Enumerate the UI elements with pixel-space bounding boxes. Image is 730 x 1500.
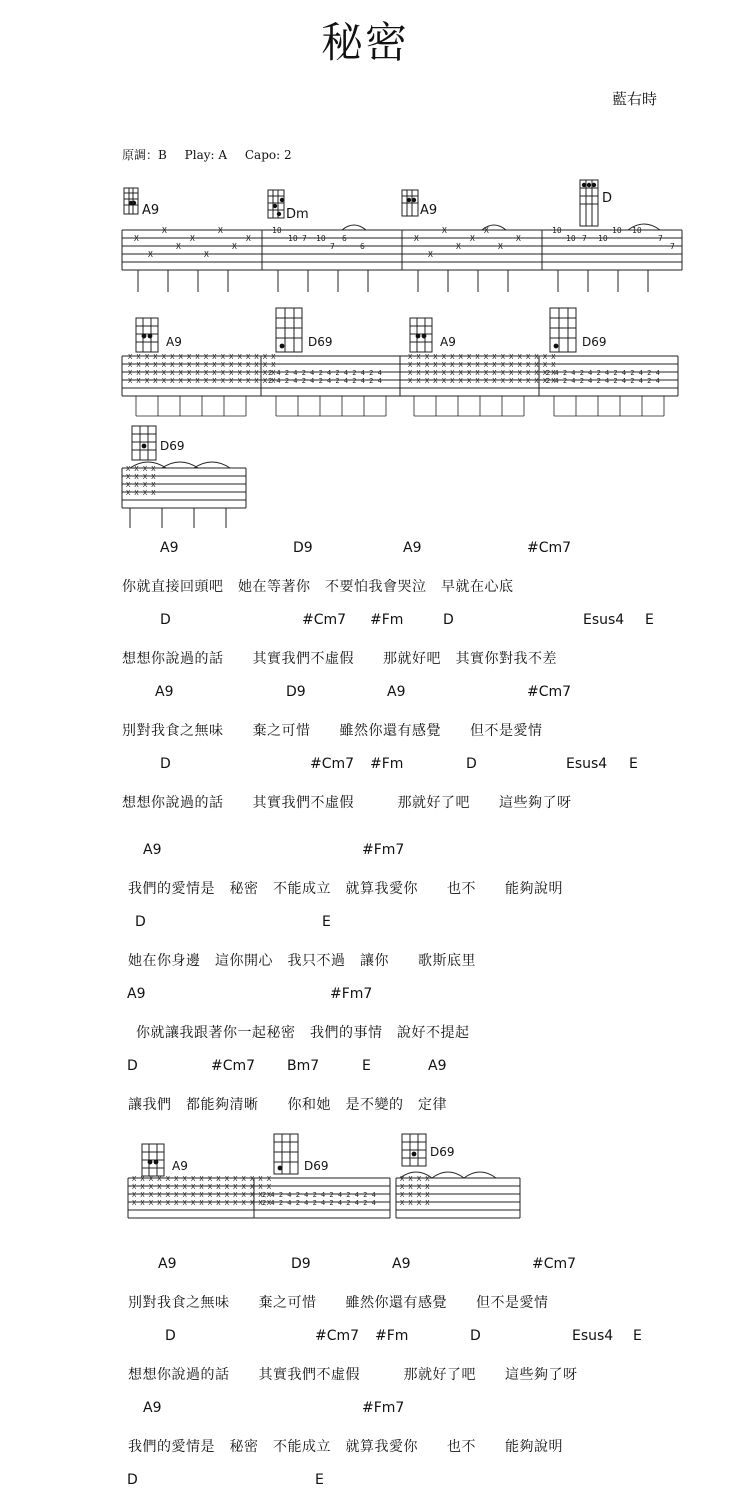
tab-chord-label: D69 xyxy=(308,335,333,349)
chord-symbol: D xyxy=(466,756,477,772)
chord-symbol: A9 xyxy=(160,540,179,556)
svg-text:10: 10 xyxy=(598,234,608,243)
chord-symbol: A9 xyxy=(155,684,174,700)
tab-chord-label: A9 xyxy=(166,335,182,349)
chord-line xyxy=(0,1400,730,1420)
svg-text:X: X xyxy=(516,234,521,243)
svg-text:X: X xyxy=(232,242,237,251)
svg-text:X: X xyxy=(414,234,419,243)
chord-symbol: A9 xyxy=(403,540,422,556)
tab-chord-label: D69 xyxy=(160,439,185,453)
chord-line xyxy=(0,684,730,704)
chord-line xyxy=(0,1472,730,1492)
chord-symbol: #Fm7 xyxy=(362,1400,405,1416)
chord-symbol: #Cm7 xyxy=(211,1058,256,1074)
chord-line xyxy=(0,1328,730,1348)
chord-symbol: E xyxy=(633,1328,642,1344)
chord-symbol: Esus4 xyxy=(566,756,608,772)
chord-symbol: E xyxy=(315,1472,324,1488)
tab-chord-label: A9 xyxy=(172,1159,188,1173)
artist-name: 藍右時 xyxy=(612,90,658,108)
chord-symbol: D xyxy=(160,756,171,772)
chord-symbol: Esus4 xyxy=(583,612,625,628)
svg-text:X X X X: X X X X xyxy=(126,489,156,497)
chord-line xyxy=(0,1058,730,1078)
svg-text:10: 10 xyxy=(552,226,562,235)
chord-symbol: A9 xyxy=(158,1256,177,1272)
chord-symbol: #Fm7 xyxy=(362,842,405,858)
chord-line xyxy=(0,842,730,862)
song-title: 秘密 xyxy=(320,18,409,67)
chord-line xyxy=(0,612,730,632)
chord-symbol: D9 xyxy=(293,540,313,556)
chord-symbol: D xyxy=(127,1058,138,1074)
chord-symbol: E xyxy=(645,612,654,628)
svg-text:X X X X: X X X X xyxy=(126,481,156,489)
lyric-line: 我們的愛情是 秘密 不能成立 就算我愛你 也不 能夠說明 xyxy=(128,1439,563,1455)
lyric-line: 讓我們 都能夠清晰 你和她 是不變的 定律 xyxy=(128,1097,447,1113)
svg-text:X: X xyxy=(470,234,475,243)
svg-text:X X X X: X X X X xyxy=(400,1175,430,1183)
chord-line xyxy=(0,914,730,934)
svg-text:X X X X X X X X X X X X X X X: X X X X X X X X X X X X X X X X X xyxy=(132,1183,272,1191)
chord-line xyxy=(0,540,730,560)
chord-symbol: D xyxy=(165,1328,176,1344)
lyric-line: 想想你說過的話 其實我們不虛假 那就好了吧 這些夠了呀 xyxy=(128,1367,578,1383)
svg-text:X X X X: X X X X xyxy=(400,1183,430,1191)
lyric-line: 她在你身邊 這你開心 我只不過 讓你 歌斯底里 xyxy=(128,953,476,969)
chord-symbol: #Cm7 xyxy=(315,1328,360,1344)
chord-symbol: #Fm xyxy=(375,1328,409,1344)
chord-symbol: A9 xyxy=(387,684,406,700)
tab-row-3 xyxy=(118,422,258,532)
chord-symbol: A9 xyxy=(143,842,162,858)
svg-text:X X X X: X X X X xyxy=(126,473,156,481)
svg-text:X: X xyxy=(484,226,489,235)
capo: Capo: 2 xyxy=(244,148,292,162)
svg-text:X: X xyxy=(204,250,209,259)
tab-chord-label: D69 xyxy=(430,1145,455,1159)
svg-text:7: 7 xyxy=(582,234,587,243)
chord-symbol: A9 xyxy=(127,986,146,1002)
svg-text:X X X X X X X X X X X X X X X: X X X X X X X X X X X X X X X X X X xyxy=(408,353,556,361)
svg-text:10: 10 xyxy=(288,234,298,243)
chord-symbol: D9 xyxy=(286,684,306,700)
chord-symbol: #Fm xyxy=(370,756,404,772)
chord-symbol: #Cm7 xyxy=(310,756,355,772)
svg-text:2 4 2 4 2 4 2 4 2 4 2 4: 2 4 2 4 2 4 2 4 2 4 2 4 2 4 xyxy=(546,369,660,377)
svg-text:X X X X X X X X X X X X X X X: X X X X X X X X X X X X X X X X X xyxy=(132,1199,272,1207)
svg-text:X X X X X X X X X X X X X X X: X X X X X X X X X X X X X X X X X X xyxy=(128,353,276,361)
svg-text:X X X X: X X X X xyxy=(400,1199,430,1207)
svg-text:10: 10 xyxy=(612,226,622,235)
svg-text:X: X xyxy=(162,226,167,235)
svg-text:10: 10 xyxy=(566,234,576,243)
chord-symbol: #Fm7 xyxy=(330,986,373,1002)
chord-symbol: D xyxy=(160,612,171,628)
key-info xyxy=(122,146,306,163)
chord-symbol: #Cm7 xyxy=(527,684,572,700)
svg-text:6: 6 xyxy=(342,234,347,243)
svg-text:X: X xyxy=(148,250,153,259)
svg-text:X X X X X X X X X X X X X X X: X X X X X X X X X X X X X X X X X X xyxy=(408,377,556,385)
tab-chord-label: D xyxy=(602,191,613,206)
svg-text:6: 6 xyxy=(360,242,365,251)
lyric-line: 你就直接回頭吧 她在等著你 不要怕我會哭泣 早就在心底 xyxy=(122,579,514,595)
svg-text:X: X xyxy=(134,234,139,243)
tab-chord-label: A9 xyxy=(420,203,438,218)
lyric-line: 想想你說過的話 其實我們不虛假 那就好吧 其實你對我不差 xyxy=(122,651,557,667)
svg-text:10: 10 xyxy=(316,234,326,243)
svg-text:X: X xyxy=(176,242,181,251)
chord-symbol: E xyxy=(322,914,331,930)
chord-symbol: D xyxy=(135,914,146,930)
svg-text:X X X X X X X X X X X X X X X: X X X X X X X X X X X X X X X X X xyxy=(132,1175,272,1183)
svg-text:X X X X X X X X X X X X X X X: X X X X X X X X X X X X X X X X X X xyxy=(408,361,556,369)
svg-text:X: X xyxy=(428,250,433,259)
tab-row-1 xyxy=(118,176,688,298)
svg-text:2 4 2 4 2 4 2 4 2 4 2 4: 2 4 2 4 2 4 2 4 2 4 2 4 2 4 xyxy=(262,1199,376,1207)
svg-text:10: 10 xyxy=(632,226,642,235)
svg-text:X: X xyxy=(456,242,461,251)
original-key: 原調：B xyxy=(122,148,167,162)
lyric-line: 別對我食之無味 棄之可惜 雖然你還有感覺 但不是愛情 xyxy=(122,723,543,739)
svg-text:2 4 2 4 2 4 2 4 2 4 2 4: 2 4 2 4 2 4 2 4 2 4 2 4 2 4 xyxy=(546,377,660,385)
chord-symbol: #Cm7 xyxy=(527,540,572,556)
svg-text:X X X X X X X X X X X X X X X: X X X X X X X X X X X X X X X X X xyxy=(132,1191,272,1199)
svg-text:7: 7 xyxy=(330,242,335,251)
svg-text:2 4 2 4 2 4 2 4 2 4 2 4: 2 4 2 4 2 4 2 4 2 4 2 4 2 4 xyxy=(262,1191,376,1199)
chord-symbol: A9 xyxy=(428,1058,447,1074)
chord-symbol: D9 xyxy=(291,1256,311,1272)
tab-chord-label: D69 xyxy=(304,1159,329,1173)
chord-line xyxy=(0,756,730,776)
chord-line xyxy=(0,986,730,1006)
chord-symbol: D xyxy=(127,1472,138,1488)
svg-text:X X X X X X X X X X X X X X X: X X X X X X X X X X X X X X X X X X xyxy=(408,369,556,377)
svg-text:X X X X: X X X X xyxy=(400,1191,430,1199)
svg-text:2 4 2 4 2 4 2 4 2 4 2 4: 2 4 2 4 2 4 2 4 2 4 2 4 2 4 xyxy=(268,369,382,377)
tab-chord-label: D69 xyxy=(582,335,607,349)
chord-symbol: D xyxy=(470,1328,481,1344)
svg-text:X X X X X X X X X X X X X X X: X X X X X X X X X X X X X X X X X X xyxy=(128,369,276,377)
lyric-line: 你就讓我跟著你一起秘密 我們的事情 說好不提起 xyxy=(136,1025,470,1041)
svg-text:X X X X X X X X X X X X X X X: X X X X X X X X X X X X X X X X X X xyxy=(128,377,276,385)
svg-text:10: 10 xyxy=(272,226,282,235)
svg-text:X X X X X X X X X X X X X X X: X X X X X X X X X X X X X X X X X X xyxy=(128,361,276,369)
chord-symbol: #Cm7 xyxy=(532,1256,577,1272)
chord-symbol: A9 xyxy=(392,1256,411,1272)
tab-chord-label: A9 xyxy=(142,203,160,218)
tab-interlude xyxy=(122,1130,532,1230)
tab-chord-label: Dm xyxy=(286,207,309,222)
svg-text:X X X X: X X X X xyxy=(126,465,156,473)
svg-text:2 4 2 4 2 4 2 4 2 4 2 4: 2 4 2 4 2 4 2 4 2 4 2 4 2 4 xyxy=(268,377,382,385)
chord-symbol: E xyxy=(629,756,638,772)
svg-text:X: X xyxy=(246,234,251,243)
chord-symbol: Esus4 xyxy=(572,1328,614,1344)
lyric-line: 別對我食之無味 棄之可惜 雖然你還有感覺 但不是愛情 xyxy=(128,1295,549,1311)
play-key: Play: A xyxy=(184,148,228,162)
lyric-line: 想想你說過的話 其實我們不虛假 那就好了吧 這些夠了呀 xyxy=(122,795,572,811)
lyric-line: 我們的愛情是 秘密 不能成立 就算我愛你 也不 能夠說明 xyxy=(128,881,563,897)
chord-line xyxy=(0,1256,730,1276)
svg-text:7: 7 xyxy=(658,234,663,243)
tab-chord-label: A9 xyxy=(440,335,456,349)
chord-symbol: #Cm7 xyxy=(302,612,347,628)
svg-text:X: X xyxy=(442,226,447,235)
chord-symbol: E xyxy=(362,1058,371,1074)
svg-text:X: X xyxy=(190,234,195,243)
chord-symbol: D xyxy=(443,612,454,628)
svg-text:7: 7 xyxy=(670,242,675,251)
chord-symbol: Bm7 xyxy=(287,1058,320,1074)
chord-symbol: #Fm xyxy=(370,612,404,628)
chord-symbol: A9 xyxy=(143,1400,162,1416)
tab-row-2 xyxy=(118,306,688,422)
svg-text:X: X xyxy=(498,242,503,251)
svg-text:7: 7 xyxy=(302,234,307,243)
svg-text:X: X xyxy=(218,226,223,235)
